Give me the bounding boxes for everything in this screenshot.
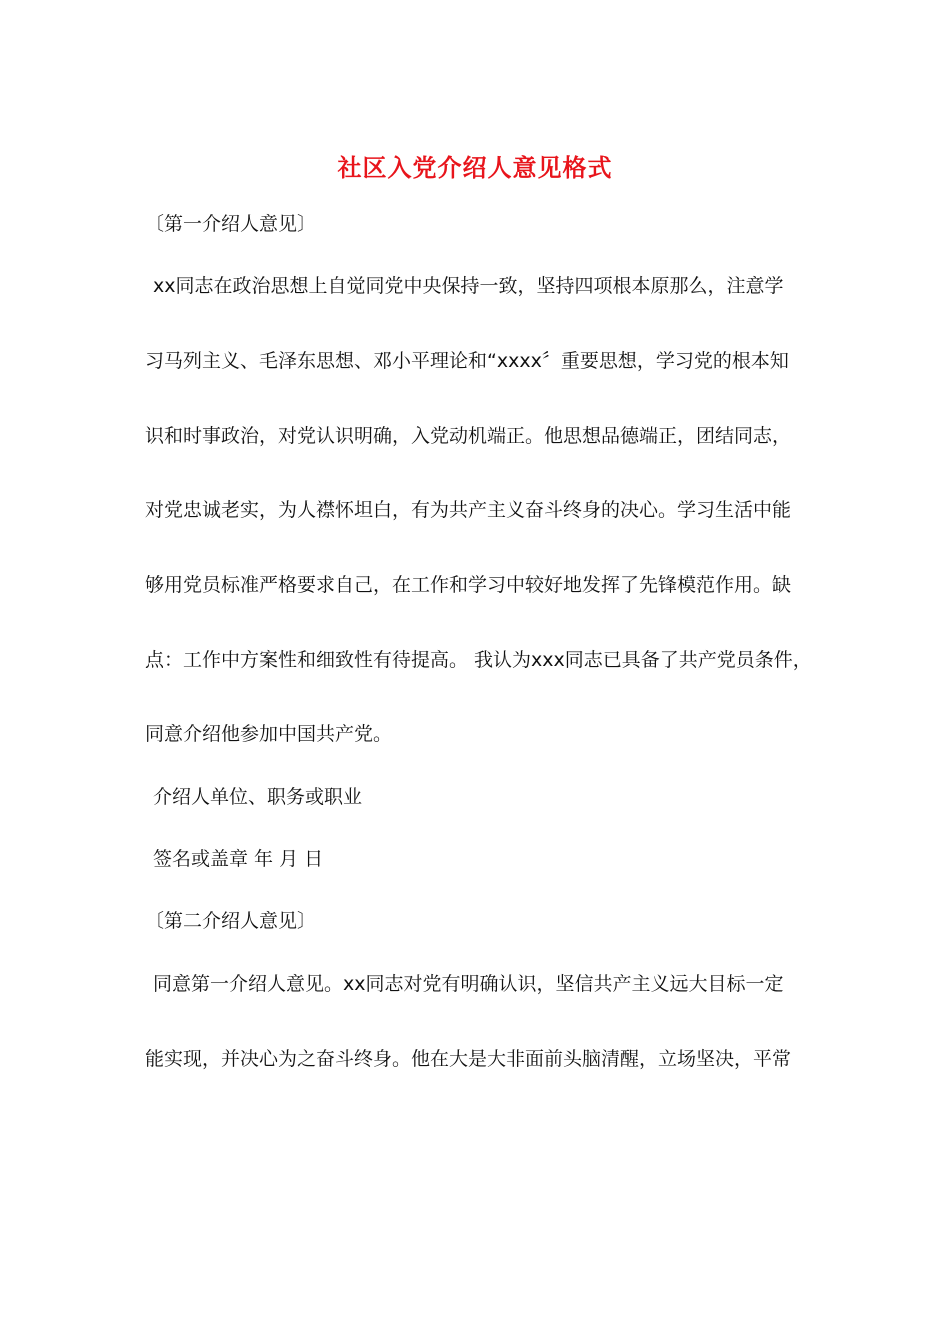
introducer-unit-field: 介绍人单位、职务或职业: [153, 786, 363, 808]
paragraph-line: 对党忠诚老实，为人襟怀坦白，有为共产主义奋斗终身的决心。学习生活中能: [145, 499, 792, 521]
paragraph-line: 同意第一介绍人意见。xx同志对党有明确认识，坚信共产主义远大目标一定: [153, 973, 784, 995]
paragraph-line: 识和时事政治，对党认识明确，入党动机端正。他思想品德端正，团结同志，: [145, 425, 792, 447]
paragraph-line: 够用党员标准严格要求自己，在工作和学习中较好地发挥了先锋模范作用。缺: [145, 574, 792, 596]
section-heading-second-introducer: 〔第二介绍人意见〕: [145, 910, 317, 932]
signature-date-field: 签名或盖章 年 月 日: [153, 848, 324, 870]
document-title: 社区入党介绍人意见格式: [337, 153, 613, 182]
section-heading-first-introducer: 〔第一介绍人意见〕: [145, 213, 317, 235]
paragraph-line: 点：工作中方案性和细致性有待提高。 我认为xxx同志已具备了共产党员条件，: [145, 649, 812, 671]
paragraph-line: xx同志在政治思想上自觉同党中央保持一致，坚持四项根本原那么，注意学: [153, 275, 784, 297]
paragraph-line: 同意介绍他参加中国共产党。: [145, 723, 393, 745]
paragraph-line: 能实现，并决心为之奋斗终身。他在大是大非面前头脑清醒，立场坚决，平常: [145, 1048, 792, 1070]
paragraph-line: 习马列主义、毛泽东思想、邓小平理论和“xxxx〞重要思想，学习党的根本知: [145, 350, 789, 372]
